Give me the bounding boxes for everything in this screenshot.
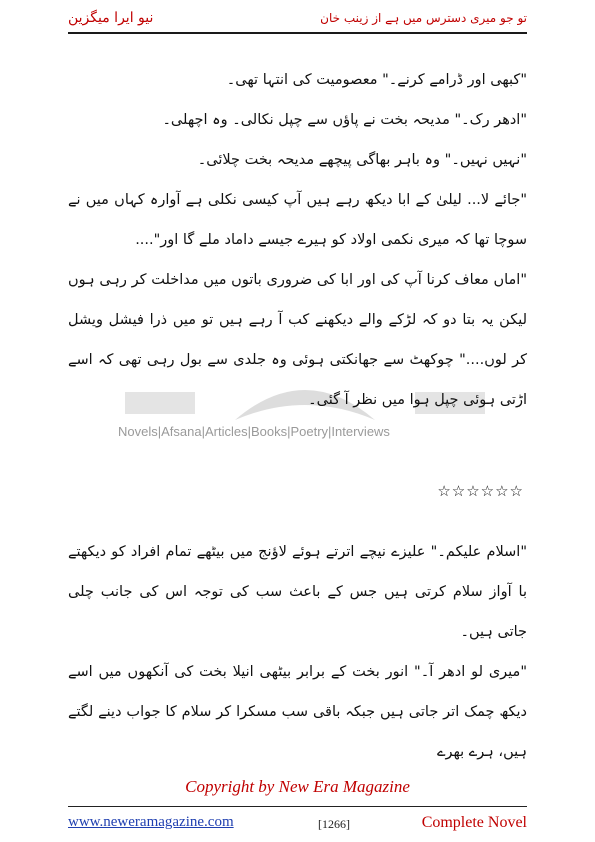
paragraph: "نہیں نہیں۔" وہ باہر بھاگی پیچھے مدیحہ بخت چلائی۔ <box>197 152 527 168</box>
copyright-notice: Copyright by New Era Magazine <box>185 777 410 796</box>
paragraph: "کبھی اور ڈرامے کرنے۔" معصومیت کی انتہا تھی۔ <box>226 72 527 88</box>
footer-label: Complete Novel <box>421 814 527 831</box>
paragraph: "ادھر رک۔" مدیحہ بخت نے پاؤں سے چپل نکالی۔ وہ اچھلی۔ <box>162 112 527 128</box>
story-body-continued <box>68 532 527 772</box>
story-body <box>68 60 527 420</box>
website-link[interactable]: www.neweramagazine.com <box>68 814 234 830</box>
footer-divider <box>68 806 527 807</box>
magazine-name: نیو ایرا میگزین <box>68 10 154 26</box>
page-number: [1266] <box>318 817 350 831</box>
paragraph: "جائے لا... لیلیٰ کے ابا دیکھ رہے ہیں آپ کیسی نکلی ہے آوارہ کہاں میں نے سوچا تھا کہ میری نکمی اولاد کو ہیرے جیسے داماد ملے گا اور".... <box>68 192 527 248</box>
watermark-text: Novels|Afsana|Articles|Books|Poetry|Interviews <box>118 424 390 439</box>
paragraph: "اماں معاف کرنا آپ کی اور ابا کی ضروری باتوں میں مداخلت کر رہی ہوں لیکن یہ بتا دو کہ لڑکے والے دیکھنے کب آ رہے ہیں تو میں ذرا فیشل ویشل کر لوں...." چوکھٹ سے جھانکتی ہوئی وہ جلدی سے بول رہی تھی کہ اسے اڑتی ہوئی چپل ہوا میں نظر آ گئی۔ <box>68 272 527 408</box>
story-title: تو جو میری دسترس میں ہے از زینب خان <box>320 11 527 25</box>
page-header <box>68 10 527 34</box>
paragraph: "اسلام علیکم۔" علیزے نیچے اترتے ہوئے لاؤنج میں بیٹھے تمام افراد کو دیکھتے با آواز سلام کرتی ہیں جس کے باعث سب کی توجہ اس کی جانب چلی جاتی ہیں۔ <box>68 544 527 640</box>
paragraph: "میری لو ادھر آ۔" انور بخت کے برابر بیٹھی انیلا بخت کی آنکھوں میں اسے دیکھ چمک اتر جاتی ہیں جبکہ باقی سب مسکرا کر سلام کا جواب دینے لگتے ہیں، ہرے بھرے <box>68 664 527 760</box>
section-separator: ☆☆☆☆☆☆ <box>437 482 524 500</box>
